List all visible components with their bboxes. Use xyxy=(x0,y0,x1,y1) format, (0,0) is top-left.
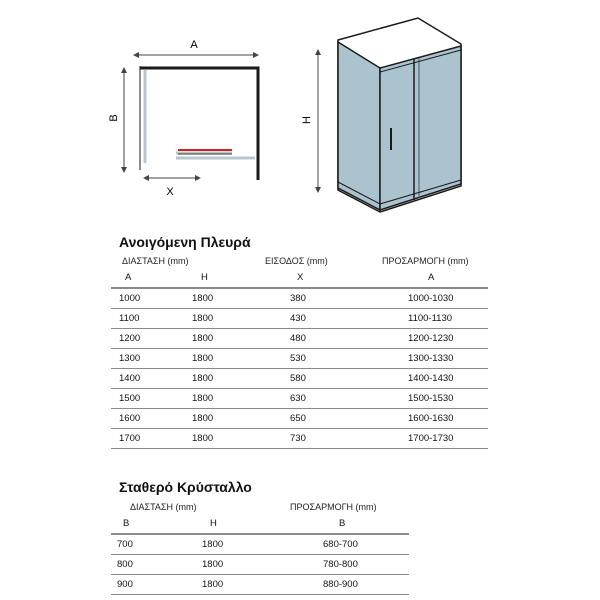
table1-cell-adj: 1000-1030 xyxy=(408,293,454,304)
diagram-area xyxy=(0,0,600,230)
table2-cell-b: 900 xyxy=(117,579,133,590)
table1-title: Ανοιγόμενη Πλευρά xyxy=(119,234,251,250)
table2-cell-h: 1800 xyxy=(202,559,224,570)
table1-cell-a: 1700 xyxy=(119,433,141,444)
front-glass xyxy=(380,46,461,210)
table1 xyxy=(111,268,488,449)
table1-cell-x: 650 xyxy=(290,413,306,424)
table1-cell-x: 630 xyxy=(290,393,306,404)
table2-title: Σταθερό Κρύσταλλο xyxy=(119,479,252,495)
table2-cell-adj: 780-800 xyxy=(323,559,358,570)
table2-cell-b: 800 xyxy=(117,559,133,570)
table1-cell-a: 1300 xyxy=(119,353,141,364)
table1-col-a: A xyxy=(125,272,132,283)
table1-cell-x: 530 xyxy=(290,353,306,364)
table1-group-entrance: ΕΙΣΟΔΟΣ (mm) xyxy=(265,256,328,266)
table1-cell-x: 730 xyxy=(290,433,306,444)
table1-col-x: X xyxy=(297,272,304,283)
table1-cell-h: 1800 xyxy=(192,373,214,384)
arrow-up-h-icon xyxy=(315,49,321,55)
table1-cell-h: 1800 xyxy=(192,393,214,404)
arrow-left-icon xyxy=(133,52,139,58)
wall-outline xyxy=(140,68,258,180)
table-row xyxy=(111,288,488,309)
table1-group-adjustment: ΠΡΟΣΑΡΜΟΓΗ (mm) xyxy=(382,256,469,266)
enclosure-3d xyxy=(301,18,461,212)
table2-cell-adj: 680-700 xyxy=(323,539,358,550)
table-row xyxy=(111,575,409,595)
table-row xyxy=(111,534,409,555)
table2-cell-adj: 880-900 xyxy=(323,579,358,590)
table1-cell-a: 1100 xyxy=(119,313,140,324)
table-row xyxy=(111,389,488,409)
table2-col-b: B xyxy=(123,518,130,529)
dimension-h-label: H xyxy=(301,116,313,124)
table-row xyxy=(111,349,488,369)
table-row xyxy=(111,409,488,429)
table1-cell-adj: 1300-1330 xyxy=(408,353,454,364)
table2-header-row xyxy=(111,514,409,534)
arrow-down-icon xyxy=(121,167,127,173)
table2 xyxy=(111,514,409,595)
arrow-up-icon xyxy=(121,67,127,73)
table1-cell-x: 580 xyxy=(290,373,306,384)
table1-cell-a: 1000 xyxy=(119,293,141,304)
table-row xyxy=(111,555,409,575)
table1-group-dimension: ΔΙΑΣΤΑΣΗ (mm) xyxy=(122,256,189,266)
dimension-x-label: X xyxy=(166,186,174,198)
table2-group-dimension: ΔΙΑΣΤΑΣΗ (mm) xyxy=(130,502,197,512)
table-row xyxy=(111,329,488,349)
table1-cell-x: 380 xyxy=(290,293,306,304)
plan-view xyxy=(108,39,259,198)
table1-cell-a: 1400 xyxy=(119,373,141,384)
table-row xyxy=(111,369,488,389)
table1-cell-adj: 1600-1630 xyxy=(408,413,454,424)
table2-col-b2: B xyxy=(339,518,346,529)
arrow-down-h-icon xyxy=(315,187,321,193)
table1-cell-adj: 1100-1130 xyxy=(408,313,453,324)
dimension-b-label: B xyxy=(108,114,120,122)
arrow-left-x-icon xyxy=(143,175,149,181)
table1-cell-h: 1800 xyxy=(192,333,214,344)
table1-cell-a: 1200 xyxy=(119,333,141,344)
table1-cell-adj: 1200-1230 xyxy=(408,333,454,344)
table1-cell-x: 430 xyxy=(290,313,306,324)
table1-header-row xyxy=(111,268,488,288)
table1-cell-h: 1800 xyxy=(192,413,214,424)
arrow-right-x-icon xyxy=(195,175,201,181)
table-row xyxy=(111,429,488,449)
table2-col-h: H xyxy=(210,518,217,529)
table1-col-a2: A xyxy=(428,272,435,283)
table2-group-adjustment: ΠΡΟΣΑΡΜΟΓΗ (mm) xyxy=(290,502,377,512)
arrow-right-icon xyxy=(253,52,259,58)
dimension-a-label: A xyxy=(190,39,198,51)
table1-cell-adj: 1400-1430 xyxy=(408,373,454,384)
table2-cell-h: 1800 xyxy=(202,539,224,550)
table1-cell-adj: 1700-1730 xyxy=(408,433,454,444)
table1-col-h: H xyxy=(201,272,208,283)
table1-cell-a: 1500 xyxy=(119,393,141,404)
table1-cell-h: 1800 xyxy=(192,353,214,364)
table2-cell-b: 700 xyxy=(117,539,133,550)
table1-cell-h: 1800 xyxy=(192,293,214,304)
table1-cell-h: 1800 xyxy=(192,313,214,324)
table-row xyxy=(111,309,488,329)
table1-cell-a: 1600 xyxy=(119,413,141,424)
table1-cell-h: 1800 xyxy=(192,433,214,444)
table2-cell-h: 1800 xyxy=(202,579,224,590)
table1-cell-adj: 1500-1530 xyxy=(408,393,454,404)
table1-cell-x: 480 xyxy=(290,333,306,344)
